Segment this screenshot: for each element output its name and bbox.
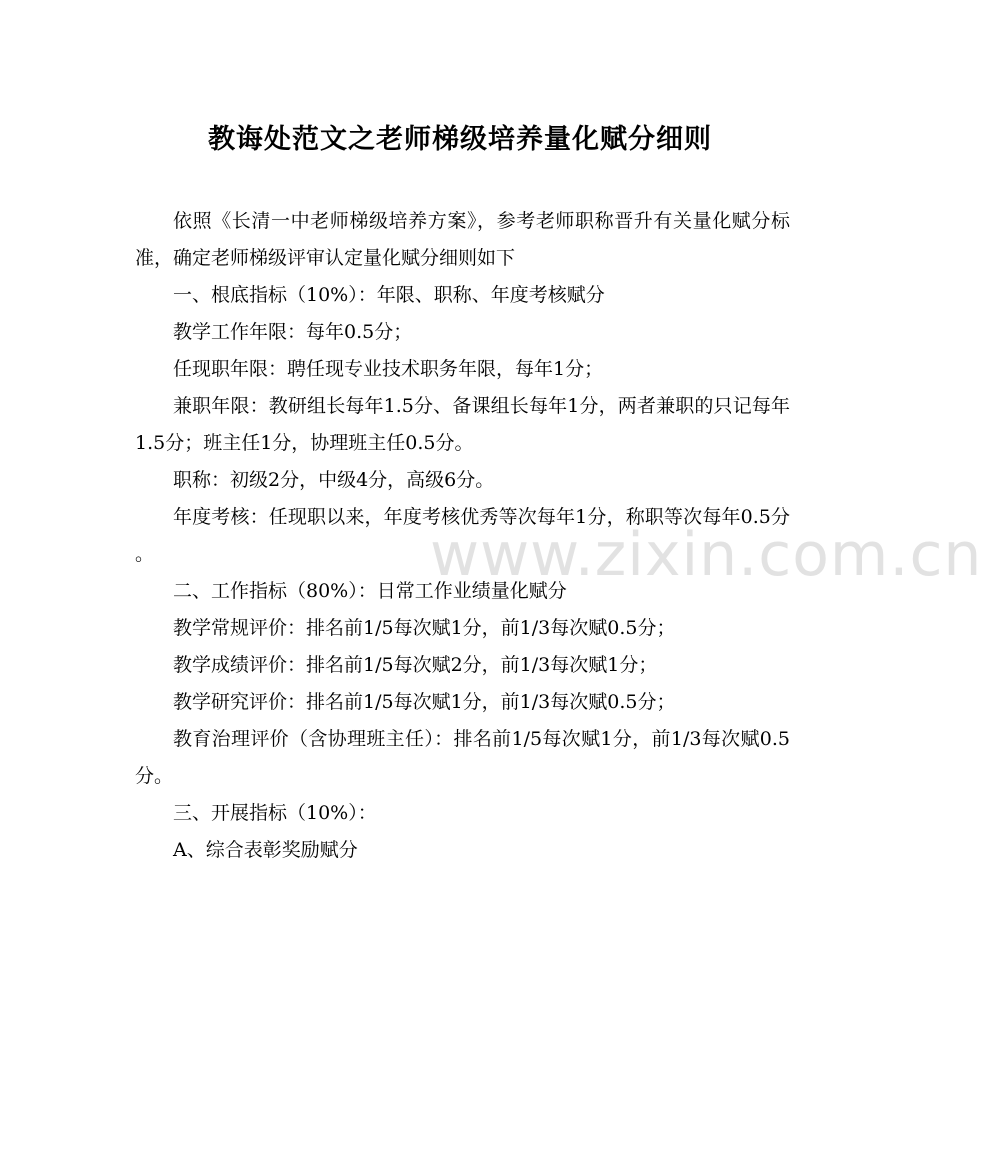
- section-heading-development: 三、开展指标（10%）：: [173, 802, 377, 824]
- paragraph-annual-review: 年度考核：任现职以来，年度考核优秀等次每年1分，称职等次每年0.5分 。: [135, 506, 790, 565]
- paragraph-teaching-results: 教学成绩评价：排名前1/5每次赋2分，前1/3每次赋1分；: [173, 654, 658, 676]
- paragraph-part-time-years: 兼职年限：教研组长每年1.5分、备课组长每年1分，两者兼职的只记每年1.5分；班主任1分，协理班主任0.5分。: [135, 395, 790, 454]
- watermark-text: www.zixin.com.cn: [430, 520, 982, 590]
- paragraph-title-rank: 职称：初级2分，中级4分，高级6分。: [173, 469, 495, 491]
- document-title: 教诲处范文之老师梯级培养量化赋分细则: [208, 124, 712, 155]
- section-heading-work: 二、工作指标（80%）：日常工作业绩量化赋分: [173, 580, 567, 602]
- paragraph-teaching-research: 教学研究评价：排名前1/5每次赋1分，前1/3每次赋0.5分；: [173, 691, 676, 713]
- section-heading-basic: 一、根底指标（10%）：年限、职称、年度考核赋分: [173, 284, 605, 306]
- paragraph-teaching-years: 教学工作年限：每年0.5分；: [173, 321, 413, 343]
- paragraph-current-post-years: 任现职年限：聘任现专业技术职务年限，每年1分；: [173, 358, 604, 380]
- paragraph-teaching-routine: 教学常规评价：排名前1/5每次赋1分，前1/3每次赋0.5分；: [173, 617, 676, 639]
- paragraph-intro: 依照《长清一中老师梯级培养方案》，参考老师职称晋升有关量化赋分标准，确定老师梯级评审认定量化赋分细则如下: [135, 210, 790, 269]
- paragraph-education-management: 教育治理评价（含协理班主任）：排名前1/5每次赋1分，前1/3每次赋0.5分。: [135, 728, 790, 787]
- document-body: [135, 203, 790, 869]
- paragraph-awards: A、综合表彰奖励赋分: [173, 839, 358, 861]
